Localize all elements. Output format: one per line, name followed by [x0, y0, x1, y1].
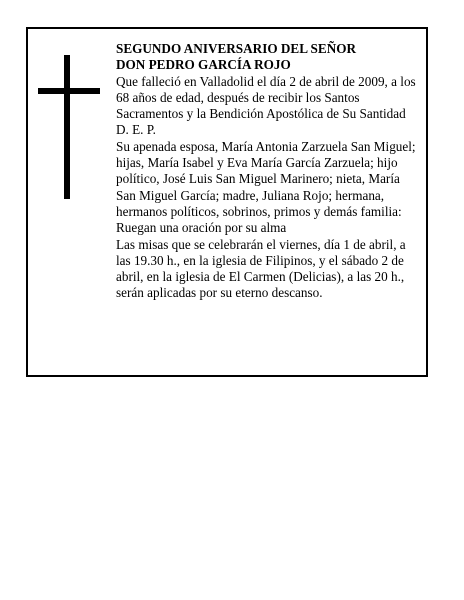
cross-horizontal-bar: [38, 88, 100, 94]
masses-paragraph: Las misas que se celebrarán el viernes, día 1 de abril, a las 19.30 h., en la iglesia de Filipinos, y el sábado 2 de abril, en la iglesia de El Carmen (Delicias), a las 20 h., serán aplicadas por su eterno descanso.: [116, 236, 406, 301]
notice-text: [116, 41, 418, 302]
prayer-request-paragraph: Ruegan una oración por su alma: [116, 220, 287, 236]
notice-title-line-2: DON PEDRO GARCÍA ROJO: [116, 57, 291, 73]
family-paragraph: Su apenada esposa, María Antonia Zarzuela San Miguel; hijas, María Isabel y Eva María García Zarzuela; hijo político, José Luis San Miguel Marinero; nieta, María San Miguel García; madre, Juliana Rojo; hermana, hermanos políticos, sobrinos, primos y demás familia:: [116, 138, 416, 219]
obituary-notice: [26, 27, 428, 377]
cross-vertical-bar: [64, 55, 70, 199]
notice-title-line-1: SEGUNDO ANIVERSARIO DEL SEÑOR: [116, 41, 356, 56]
death-info-paragraph: Que falleció en Valladolid el día 2 de abril de 2009, a los 68 años de edad, después de recibir los Santos Sacramentos y la Bendición Apostólica de Su Santidad D. E. P.: [116, 73, 416, 138]
cross-icon: [38, 55, 100, 199]
